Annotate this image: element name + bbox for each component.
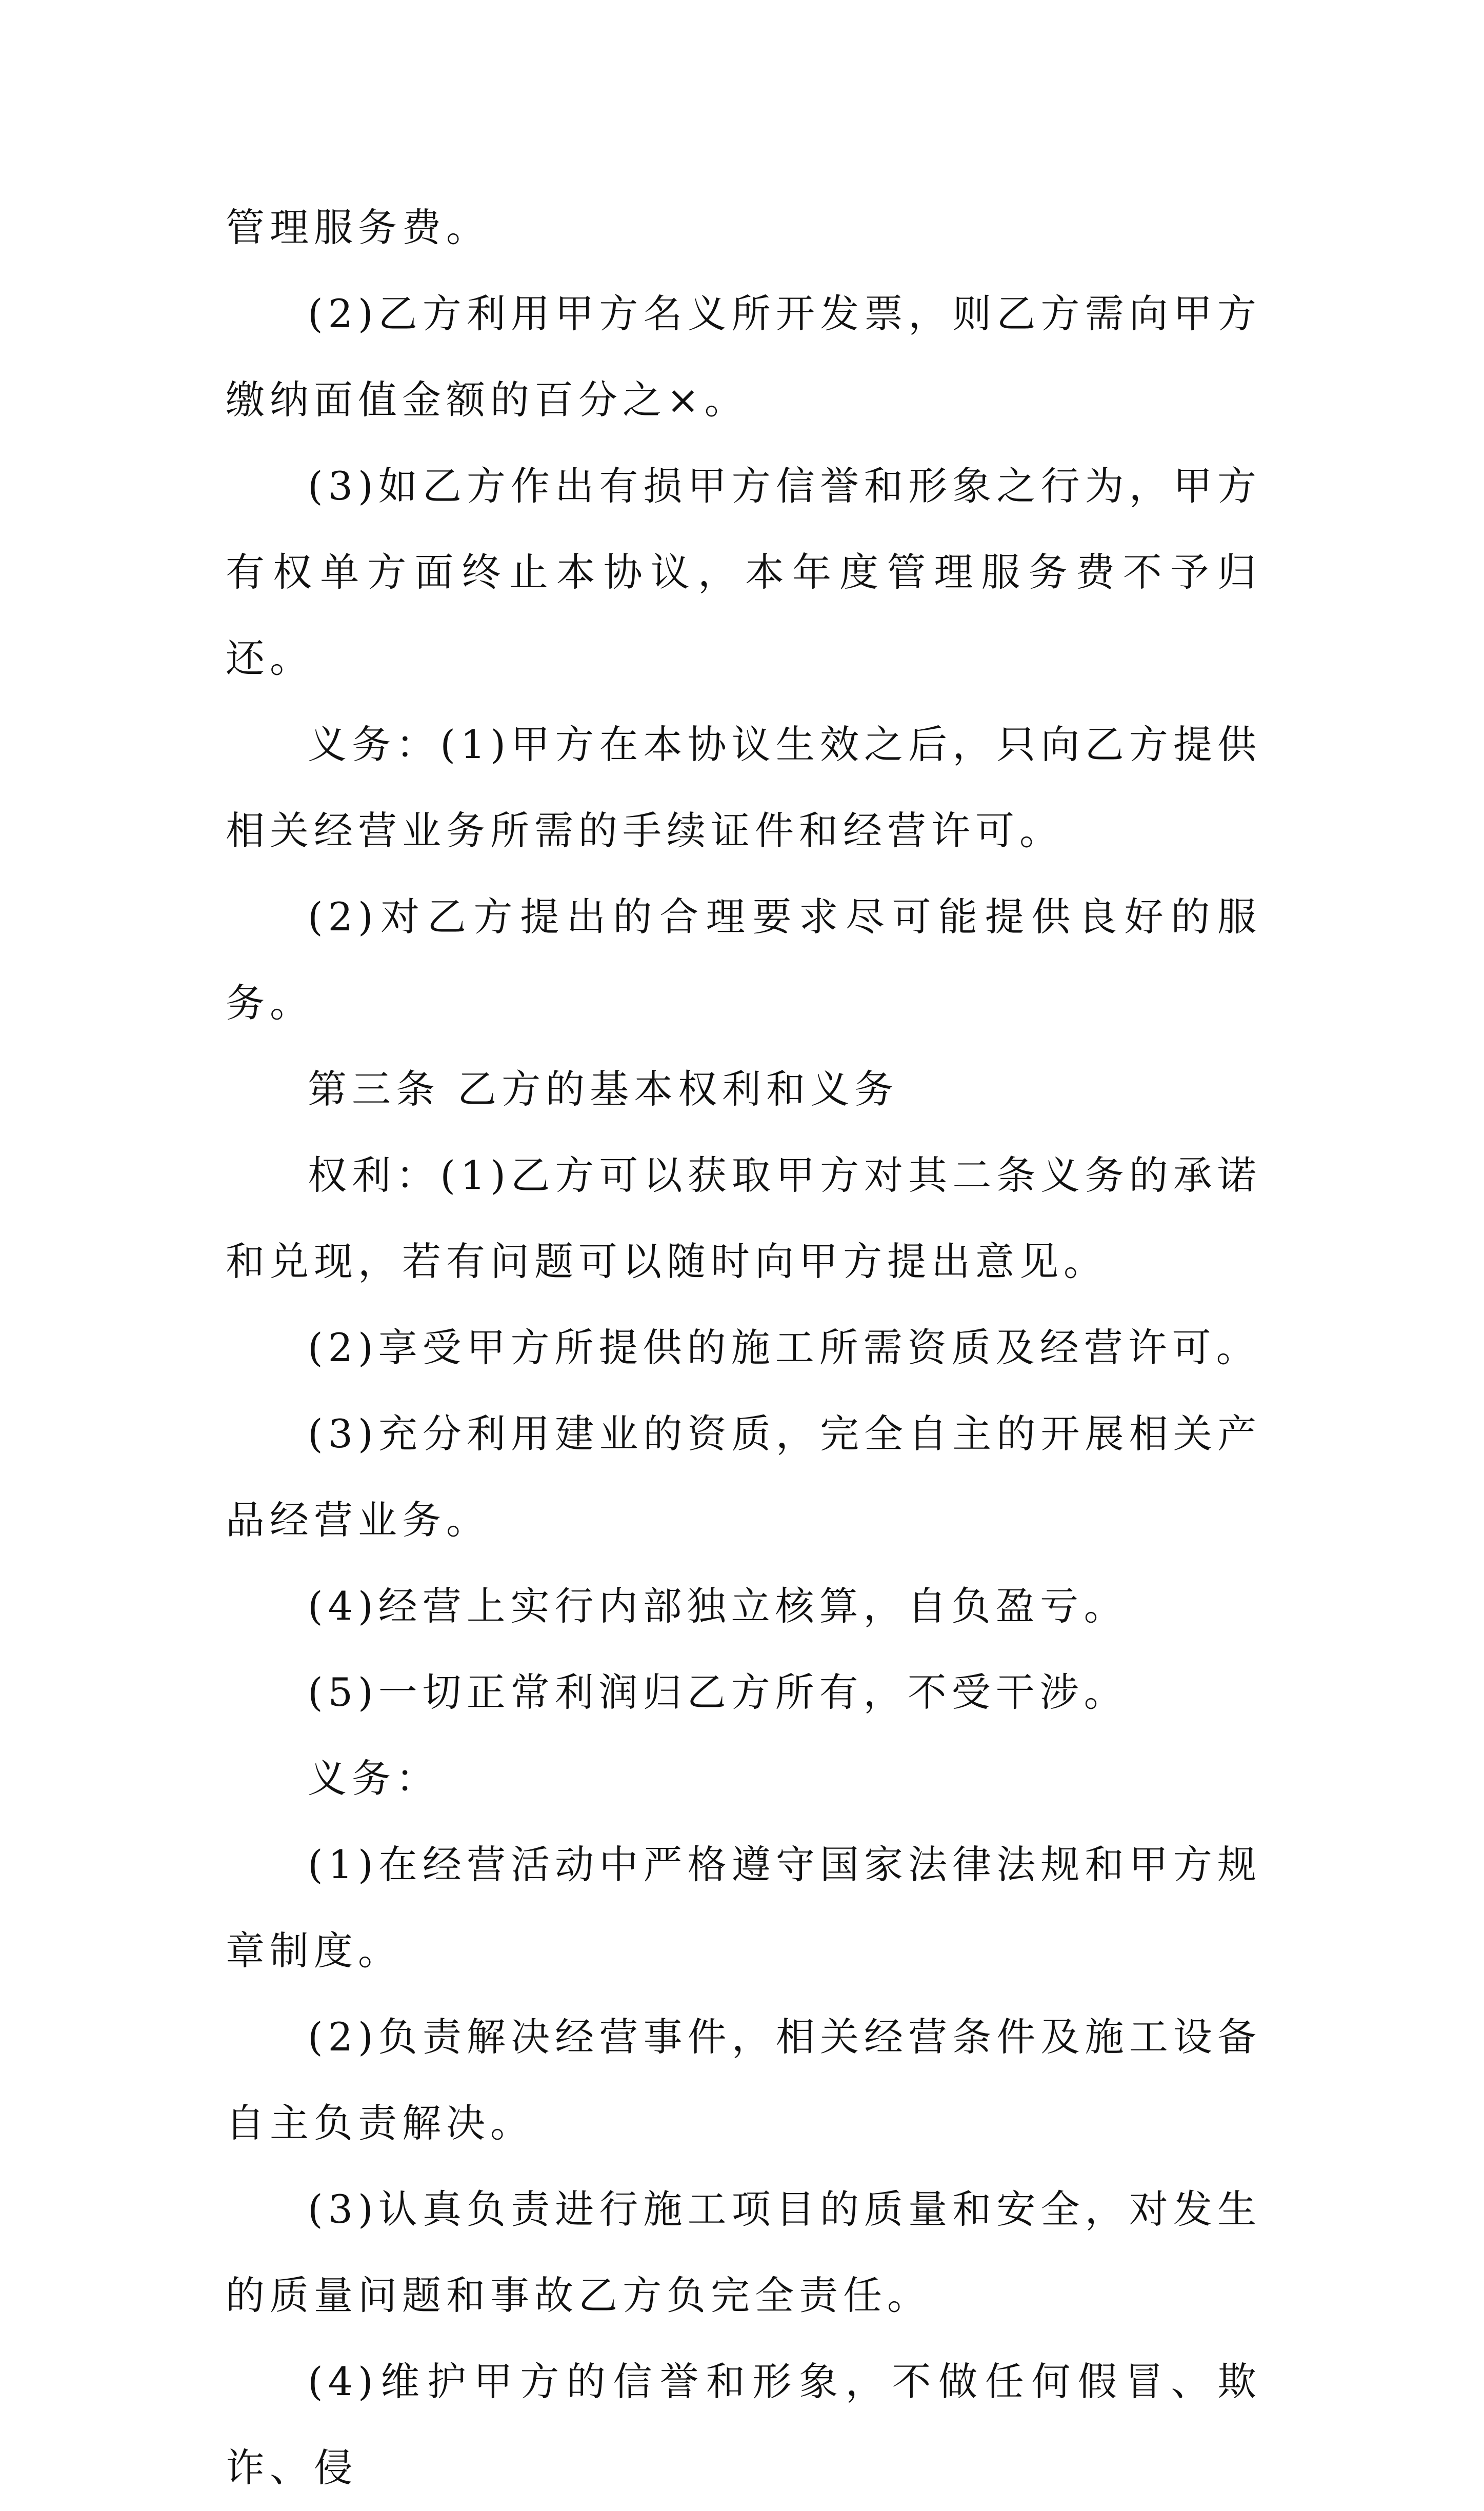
paragraph-party-b-obligation-2: (2)负责解决经营事件，相关经营条件及施工设备自主负责解决。 [226,2014,1261,2146]
paragraph-party-b-right-3: (3)充分利用建业的资质，完全自主的开展相关产品经营业务。 [226,1411,1261,1543]
paragraph-party-b-right-1: 权利：(1)乙方可以获取甲方对其二条义务的承诺和兑现，若有问题可以随时向甲方提出意见。 [226,1152,1261,1284]
paragraph-party-b-right-4: (4)经营上实行内部独立核算，自负盈亏。 [308,1583,1128,1629]
document-body [226,185,1261,2511]
section-heading-article-3: 第三条 乙方的基本权利和义务 [308,1066,899,1112]
paragraph-party-b-obligation-1: (1)在经营活动中严格遵守国家法律法规和甲方规章制度。 [226,1842,1261,1974]
paragraph-management-fee-end: 管理服务费。 [226,205,490,250]
paragraph-party-b-obligation-4: (4)维护甲方的信誉和形象，不做任何假冒、欺诈、侵 [226,2359,1261,2490]
paragraph-party-b-right-5: (5)一切正常利润归乙方所有，不受干涉。 [308,1669,1128,1715]
paragraph-party-a-obligation-2: (2)对乙方提出的合理要求尽可能提供良好的服务。 [226,894,1261,1026]
paragraph-invoice-fee: (2)乙方利用甲方名义所开发票，则乙方需向甲方缴纳面值金额的百分之×。 [226,291,1261,423]
paragraph-termination-clause: (3)如乙方作出有损甲方信誉和形象之行为，甲方有权单方面终止本协议，本年度管理服务费不予归还。 [226,463,1261,681]
paragraph-party-a-obligation-1: 义务：(1)甲方在本协议生效之后，只向乙方提供相关经营业务所需的手续证件和经营许可。 [226,722,1261,853]
paragraph-party-b-obligation-3: (3)认真负责进行施工项目的质量和安全，对发生的质量问题和事故乙方负完全责任。 [226,2186,1261,2318]
paragraph-obligations-heading: 义务： [308,1756,440,1801]
paragraph-party-b-right-2: (2)享受甲方所提供的施工所需资质及经营许可。 [308,1325,1260,1370]
